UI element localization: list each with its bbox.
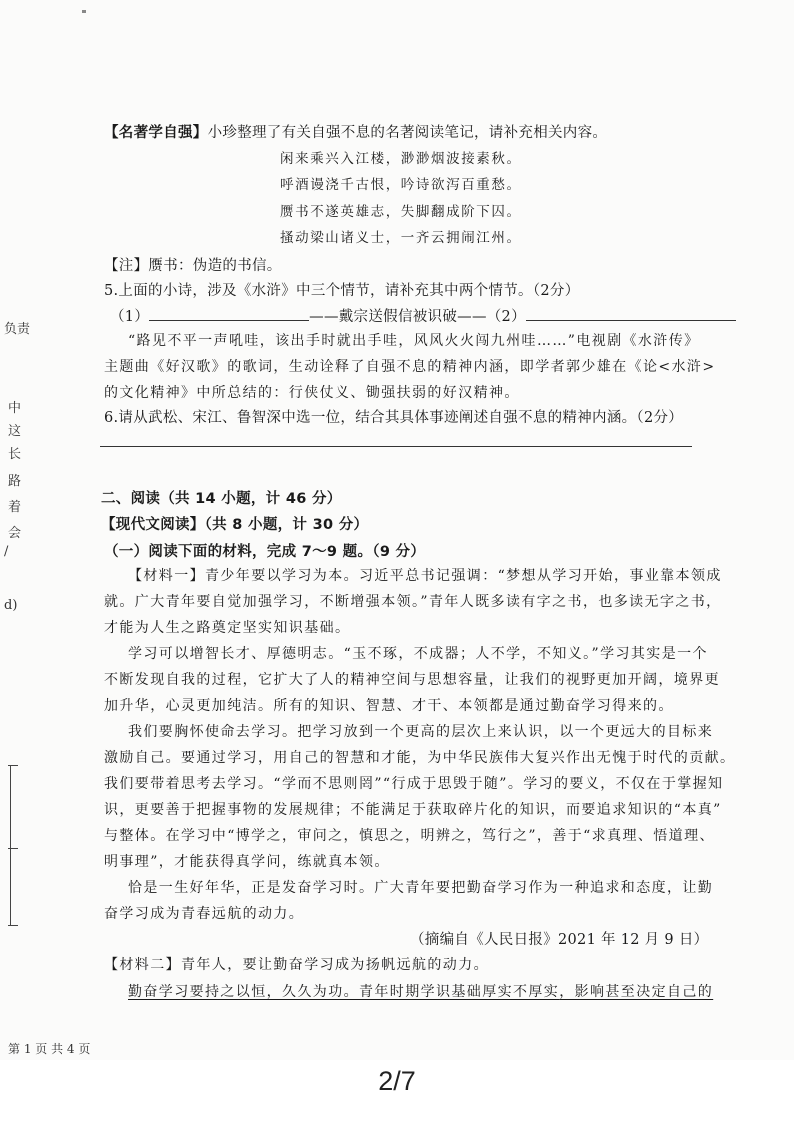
page-indicator: 2/7 [378,1066,416,1096]
poem-line: 闲来乘兴入江楼，渺渺烟波接素秋。 [280,151,522,167]
answer-line-6[interactable] [100,446,692,447]
part-1-instruction: （一）阅读下面的材料，完成 7～9 题。（9 分） [104,544,426,560]
material-1-line: 恰是一生好年华，正是发奋学习时。广大青年要把勤奋学习作为一种追求和态度，让勤 [128,880,714,896]
material-1-line: 加升华，心灵更加纯洁。所有的知识、智慧、才干、本领都是通过勤奋学习得来的。 [104,698,674,714]
material-2-line: 【材料二】青年人，要让勤奋学习成为扬帆远航的动力。 [104,957,489,973]
material-1-line: 学习可以增智长才、厚德明志。“玉不琢，不成器；人不学，不知义。”学习其实是一个 [128,646,708,662]
margin-char: 负责 [4,322,31,337]
margin-char: / [4,544,9,559]
underlined-phrase: ，影响甚至决定自己的 [559,984,714,1000]
poem-line: 呼酒谩浇千古恨，吟诗欲泻百重愁。 [280,177,522,193]
binding-frame [10,765,11,925]
section-2-title: 二、阅读（共 14 小题，计 46 分） [101,491,342,507]
underlined-phrase: 勤奋学习要持之以恒，久久为功。 [128,984,359,1000]
famous-book-heading: 【名著学自强】 [104,125,208,141]
scan-footer [8,1040,90,1057]
binding-frame-tick [8,925,18,926]
question-5-blanks [110,305,736,326]
answer-blank-1[interactable] [149,308,309,321]
scan-footer-total: 共 4 页 [51,1042,91,1056]
underlined-phrase: 不厚实 [513,984,560,1000]
material-1-line: 才能为人生之路奠定坚实知识基础。 [104,620,351,636]
passage-line: 主题曲《好汉歌》的歌词，生动诠释了自强不息的精神内涵，即学者郭少雄在《论<水浒> [104,359,716,375]
material-1-line: 激励自己。要通过学习，用自己的智慧和才能，为中华民族伟大复兴作出无愧于时代的贡献。 [104,750,736,766]
famous-book-intro: 小珍整理了有关自强不息的名著阅读笔记，请补充相关内容。 [207,125,608,141]
passage-line: 的文化精神》中所总结的：行侠仗义、锄强扶弱的好汉精神。 [104,385,520,401]
material-1-line: 【材料一】青少年要以学习为本。习近平总书记强调：“梦想从学习开始，事业靠本领成 [128,568,722,584]
margin-char: d) [4,598,18,613]
material-1-line: 我们要带着思考去学习。“学而不思则罔”“行成于思毁于随”。学习的要义，不仅在于掌握知 [104,776,724,792]
material-1-line: 明事理”，才能获得真学问，练就真本领。 [104,854,390,870]
blank-1-label: （1） [110,309,150,325]
poem-line: 搔动梁山诸义士，一齐云拥闹江州。 [280,230,522,246]
poem-line: 赝书不遂英雄志，失脚翻成阶下囚。 [280,204,522,220]
material-1-line: 不断发现自我的过程，它扩大了人的精神空间与思想容量，让我们的视野更加开阔，境界更 [104,672,720,688]
binding-frame-tick [8,765,18,766]
note: 【注】赝书：伪造的书信。 [104,258,282,274]
margin-char: 长 [8,447,22,462]
famous-book-heading-line [104,121,607,142]
underlined-phrase: 青年时期学识基础厚实 [359,984,513,1000]
material-1-line: 奋学习成为青春远航的动力。 [104,906,305,922]
section-2-subtitle: 【现代文阅读】（共 8 小题，计 30 分） [101,517,369,533]
question-6: 6.请从武松、宋江、鲁智深中选一位，结合其具体事迹阐述自强不息的精神内涵。（2分） [104,410,684,426]
material-1-line: 我们要胸怀使命去学习。把学习放到一个更高的层次上来认识，以一个更远大的目标来 [128,724,714,740]
material-1-line: 就。广大青年要自觉加强学习，不断增强本领。”青年人既多读有字之书，也多读无字之书， [104,594,722,610]
margin-char: 路 [8,474,22,489]
margin-char: 会 [8,526,22,541]
material-1-source: （摘编自《人民日报》2021 年 12 月 9 日） [410,932,709,948]
scan-footer-prefix: 第 1 页 [8,1042,48,1056]
question-5: 5.上面的小诗，涉及《水浒》中三个情节，请补充其中两个情节。（2分） [104,283,580,299]
margin-char: 着 [8,500,22,515]
material-2-line [128,981,713,1001]
binding-frame-tick [8,848,18,849]
margin-char: 中 [8,401,22,416]
material-1-line: 与整体。在学习中“博学之，审问之，慎思之，明辨之，笃行之”，善于“求真理、悟道理、 [104,828,715,844]
blank-2-label: （2） [486,309,526,325]
material-1-line: 识，更要善于把握事物的发展规律；不能满足于获取碎片化的知识，而要追求知识的“本真” [104,802,722,818]
margin-char: 这 [8,424,22,439]
blank-middle-text: ——戴宗送假信被识破—— [309,309,487,325]
answer-blank-2[interactable] [526,308,736,321]
scan-speck [82,10,86,13]
passage-line: “路见不平一声吼哇，该出手时就出手哇，风风火火闯九州哇……”电视剧《水浒传》 [128,333,700,349]
